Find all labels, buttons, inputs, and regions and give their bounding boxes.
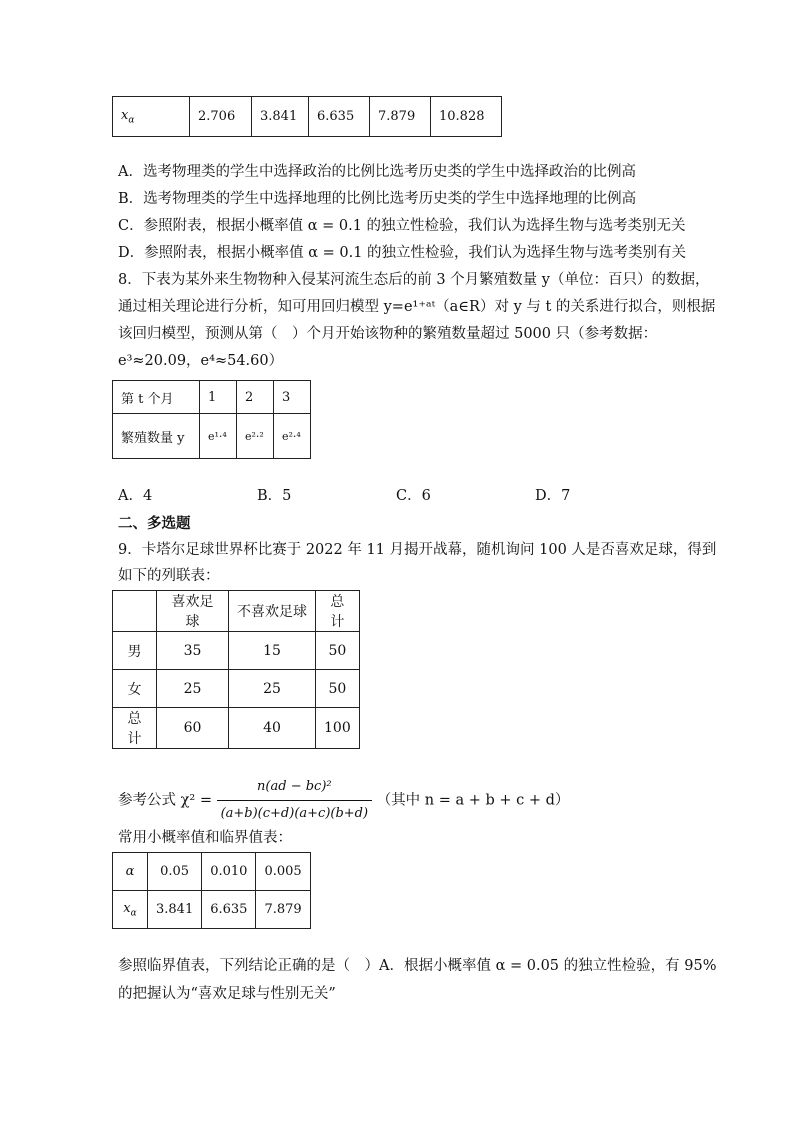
q8-option-d: D．7	[535, 488, 571, 504]
reference-formula	[118, 776, 569, 825]
table-cell: 25	[157, 670, 229, 708]
crit-value-cell: 7.879	[370, 97, 431, 137]
q8-stem-line-4: e³≈20.09，e⁴≈54.60）	[118, 353, 284, 369]
month-cell: 2	[237, 381, 274, 414]
q8-data-table	[112, 380, 311, 459]
q9-stem-line-1: 9．卡塔尔足球世界杯比赛于 2022 年 11 月揭开战幕，随机询问 100 人是否喜欢足球，得到	[118, 542, 717, 558]
q8-stem-line-3: 该回归模型，预测从第（ ）个月开始该物种的繁殖数量超过 5000 只（参考数据：	[118, 326, 658, 342]
crit-value-cell: 6.635	[309, 97, 370, 137]
table-corner-cell	[113, 591, 157, 632]
table-row	[113, 670, 360, 708]
table-cell: 100	[316, 708, 360, 749]
q7-option-d: D．参照附表，根据小概率值 α = 0.1 的独立性检验，我们认为选择生物与选考类别有关	[118, 245, 687, 261]
row-label-cell: 总计	[113, 708, 157, 749]
count-cell: e²·²	[237, 414, 274, 459]
table-cell: 15	[229, 632, 316, 670]
crit-value-cell: 10.828	[431, 97, 502, 137]
crit-value-cell: 3.841	[252, 97, 309, 137]
xa-label-cell	[113, 891, 148, 929]
q8-option-b: B．5	[257, 488, 292, 504]
alpha-subscript: α	[128, 115, 135, 126]
xa-label-cell	[113, 97, 190, 137]
critical-value-table-bottom	[112, 852, 311, 929]
alpha-cell: 0.005	[256, 853, 310, 891]
row-label-cell: 男	[113, 632, 157, 670]
count-cell: e¹·⁴	[200, 414, 237, 459]
count-cell: e²·⁴	[274, 414, 311, 459]
alpha-label-cell: α	[113, 853, 148, 891]
header-cell: 不喜欢足球	[229, 591, 316, 632]
table-row	[113, 708, 360, 749]
formula-prefix: 参考公式 χ² =	[118, 792, 212, 809]
critical-value-table-top	[112, 96, 502, 137]
row-label-cell: 女	[113, 670, 157, 708]
table-cell: 35	[157, 632, 229, 670]
alpha-subscript: α	[130, 908, 137, 919]
section-title: 二、多选题	[118, 515, 191, 532]
alpha-cell: 0.010	[202, 853, 256, 891]
count-label-cell: 繁殖数量 y	[113, 414, 200, 459]
fraction-numerator: n(ad − bc)²	[217, 776, 373, 801]
crit-value-cell: 6.635	[202, 891, 256, 929]
header-cell: 喜欢足球	[157, 591, 229, 632]
q8-stem-line-2: 通过相关理论进行分析，知可用回归模型 y=e¹⁺ᵃᵗ（a∈R）对 y 与 t 的关系进行拟合，则根据	[118, 299, 716, 315]
x-symbol: x	[121, 107, 129, 123]
q9-final-line-1: 参照临界值表，下列结论正确的是（ ）A．根据小概率值 α = 0.05 的独立性检验，有 95%	[118, 958, 717, 974]
q9-final-line-2: 的把握认为“喜欢足球与性别无关”	[118, 986, 336, 1002]
month-cell: 1	[200, 381, 237, 414]
crit-value-cell: 7.879	[256, 891, 310, 929]
q7-option-b: B．选考物理类的学生中选择地理的比例比选考历史类的学生中选择地理的比例高	[118, 191, 637, 207]
month-label-cell: 第 t 个月	[113, 381, 200, 414]
q8-option-c: C．6	[396, 488, 431, 504]
x-symbol: x	[123, 900, 131, 916]
table-cell: 25	[229, 670, 316, 708]
q7-option-c: C．参照附表，根据小概率值 α = 0.1 的独立性检验，我们认为选择生物与选考类别无关	[118, 218, 686, 234]
table-cell: 60	[157, 708, 229, 749]
header-cell: 总计	[316, 591, 360, 632]
contingency-table	[112, 590, 360, 749]
alpha-cell: 0.05	[148, 853, 202, 891]
crit-table-caption: 常用小概率值和临界值表：	[118, 830, 292, 846]
month-cell: 3	[274, 381, 311, 414]
crit-value-cell: 2.706	[190, 97, 252, 137]
q9-stem-line-2: 如下的列联表：	[118, 568, 220, 584]
formula-suffix: （其中 n = a + b + c + d）	[376, 792, 570, 809]
crit-value-cell: 3.841	[148, 891, 202, 929]
chi-square-fraction	[217, 776, 373, 825]
table-cell: 50	[316, 632, 360, 670]
table-cell: 50	[316, 670, 360, 708]
table-cell: 40	[229, 708, 316, 749]
q8-stem-line-1: 8．下表为某外来生物物种入侵某河流生态后的前 3 个月繁殖数量 y（单位：百只）的数据，	[118, 272, 710, 288]
q8-option-a: A．4	[118, 488, 153, 504]
table-row	[113, 632, 360, 670]
q7-option-a: A．选考物理类的学生中选择政治的比例比选考历史类的学生中选择政治的比例高	[118, 164, 636, 180]
fraction-denominator: (a+b)(c+d)(a+c)(b+d)	[220, 806, 369, 821]
